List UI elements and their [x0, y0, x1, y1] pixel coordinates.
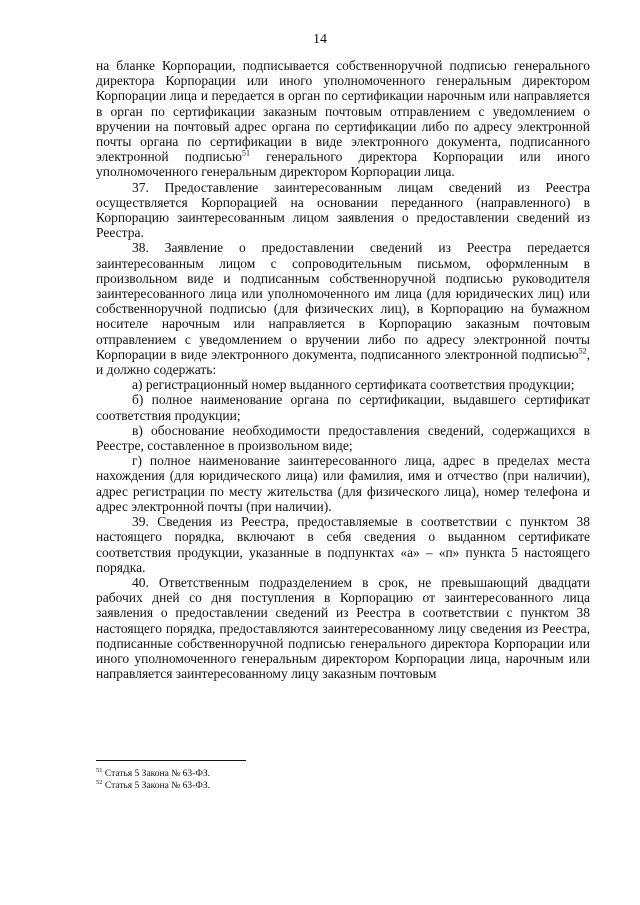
footnote-divider: [96, 760, 246, 761]
paragraph-continuation: на бланке Корпорации, подписывается собственноручной подписью генерального директора Корпорации или иного уполномоченного генеральным директором Корпорации лица и передается в орган по сертификации нарочным или направляется в орган по сертификации заказным почтовым отправлением с уведомлением о вручении на почтовый адрес органа по сертификации либо по адресу электронной почты органа по сертификации в виде электронного документа, подписанного электронной подписью$^{51}$ генерального директора Корпорации или иного уполномоченного генеральным директором Корпорации лица.: [96, 58, 590, 180]
footnote-52: $^{52}$ Статья 5 Закона № 63-ФЗ.: [96, 778, 210, 791]
list-item-v: в) обоснование необходимости предоставления сведений, содержащихся в Реестре, составленное в произвольном виде;: [96, 422, 590, 454]
paragraph-39: 39. Сведения из Реестра, предоставляемые в соответствии с пунктом 38 настоящего порядка, включают в себя сведения о выданном сертификате соответствия продукции, указанные в подпунктах «а» – «п» пункта 5 настоящего порядка.: [96, 514, 590, 575]
list-item-a: а) регистрационный номер выданного сертификата соответствия продукции;: [132, 377, 575, 393]
document-body: [96, 58, 590, 681]
paragraph-38: 38. Заявление о предоставлении сведений из Реестра передается заинтересованным лицом с сопроводительным письмом, оформленным в произвольном виде и подписанным собственноручной подписью руководителя заинтересованного лица или уполномоченного им лица (для юридических лиц) или собственноручной подписью (для физических лиц), в Корпорацию на бумажном носителе нарочным или направляется в Корпорацию заказным почтовым отправлением с уведомлением о вручении либо по адресу электронной почты Корпорации в виде электронного документа, подписанного электронной подписью$^{52}$, и должно содержать:: [96, 240, 590, 378]
paragraph-37: 37. Предоставление заинтересованным лицам сведений из Реестра осуществляется Корпорацией на основании переданного (направленного) в Корпорацию заинтересованным лицом заявления о предоставлении сведений из Реестра.: [96, 179, 590, 241]
footnote-51: $^{51}$ Статья 5 Закона № 63-ФЗ.: [96, 766, 210, 779]
list-item-g: г) полное наименование заинтересованного лица, адрес в пределах места нахождения (для юридического лица) или фамилия, имя и отчество (при наличии), адрес регистрации по месту жительства (для физического лица), номер телефона и адрес электронной почты (при наличии).: [96, 453, 590, 514]
list-item-b: б) полное наименование органа по сертификации, выдавшего сертификат соответствия продукции;: [96, 392, 590, 423]
footnotes: [96, 768, 590, 792]
page-number: 14: [313, 32, 327, 47]
footnote-ref-52[interactable]: 52: [578, 346, 587, 356]
footnote-ref-51[interactable]: 51: [241, 148, 250, 158]
paragraph-40: 40. Ответственным подразделением в срок, не превышающий двадцати рабочих дней со дня поступления в Корпорацию от заинтересованного лица заявления о предоставлении сведений из Реестра в соответствии с пунктом 38 настоящего порядка, предоставляются заинтересованному лицу сведения из Реестра, подписанные собственноручной подписью генерального директора Корпорации или иного уполномоченного генеральным директором Корпорации лица, нарочным или направляется заинтересованному лицу заказным почтовым: [96, 574, 590, 682]
